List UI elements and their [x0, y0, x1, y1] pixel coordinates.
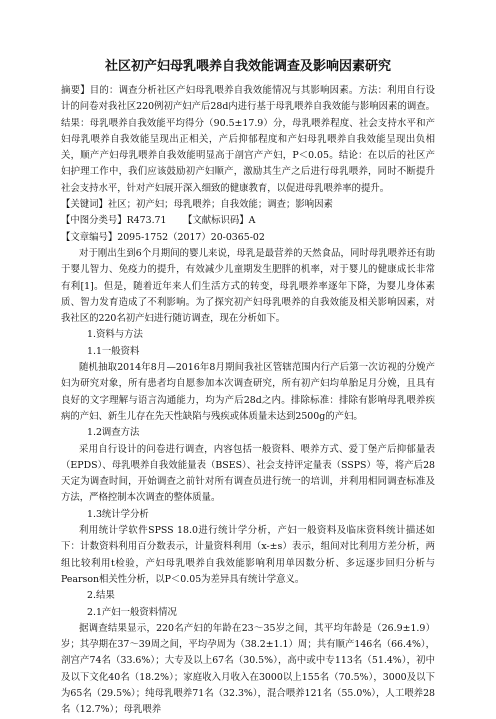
- paper-title: 社区初产妇母乳喂养自我效能调查及影响因素研究: [104, 59, 391, 74]
- subsection-heading-1-2: 1.2调查方法: [87, 427, 140, 439]
- intro-paragraph: 对于刚出生到6个月期间的婴儿来说，母乳是最营养的天然食品，同时母乳喂养还有助于婴儿智力、免疫力的提升，有效减少儿童期发生肥胖的机率，对于婴儿的健康成长非常有利[1]。但是，随着近年来人们生活方式的转变，母乳喂养率逐年下降，为婴儿身体素质、智力发育造成了不利影响。为了探究初产妇母乳喂养的自我效能及相关影响因素，对我社区的220名初产妇进行随访调查，现在分析如下。: [61, 247, 435, 325]
- subsection-heading-2-1: 2.1产妇一般资料情况: [87, 606, 177, 618]
- subsection-heading-1-1: 1.1一般资料: [87, 345, 140, 357]
- abstract: 摘要】目的：调查分析社区产妇母乳喂养自我效能情况与其影响因素。方法：利用自行设计的问卷对我社区220例初产妇产后28d内进行基于母乳喂养自我效能与影响因素的调查。结果：母乳喂养自我效能平均得分（90.5±17.9）分，母乳喂养程度、社会支持水平和产妇母乳喂养自我效能呈现出正相关，产后抑郁程度和产妇母乳喂养自我效能呈现出负相关，顺产产妇母乳喂养自我效能明显高于剖宫产产妇，P＜0.05。结论：在以后的社区产妇护理工作中，我们应该鼓励初产妇顺产，激励其生产之后进行母乳喂养，同时不断提升社会支持水平，针对产妇展开深入细致的健康教育，以促进母乳喂养率的提升。: [61, 85, 435, 194]
- section-heading-2: 2.结果: [87, 590, 115, 602]
- clc-number: 【中图分类号】R473.71: [61, 215, 167, 227]
- paper-body: [61, 83, 435, 719]
- paragraph-1-2: 采用自行设计的问卷进行调查，内容包括一般资料、喂养方式、爱丁堡产后抑郁量表（EPDS）、母乳喂养自我效能量表（BSES）、社会支持评定量表（SSPS）等，将产后28天定为调查时间，开始调查之前针对所有调查员进行统一的培训，并利用相同调查标准及方法，严格控制本次调查的整体质量。: [61, 443, 435, 504]
- paragraph-1-1: 随机抽取2014年8月—2016年8月期间我社区管辖范围内行产后第一次访视的分娩产妇为研究对象，所有患者均自愿参加本次调查研究，所有初产妇均单胎足月分娩，且具有良好的文字理解与语言沟通能力，均为产后28d之内。排除标准：排除有影响母乳喂养疾病的产妇、新生儿存在先天性缺陷与残疾或体质量未达到2500g的产妇。: [61, 362, 435, 422]
- subsection-heading-1-3: 1.3统计学分析: [87, 508, 149, 520]
- paragraph-2-1: 据调查结果显示，220名产妇的年龄在23～35岁之间，其平均年龄是（26.9±1.9）岁；其孕期在37～39周之间，平均孕周为（38.2±1.1）周；共有顺产146名（66.4%），剖宫产74名（33.6%）；大专及以上67名（30.5%），高中或中专113名（51.4%），初中及以下文化40名（18.2%）；家庭收入月收入在3000以上155名（70.5%），3000及以下为65名（29.5%）；纯母乳喂养71名（32.3%），混合喂养121名（55.0%），人工喂养28名（12.7%）；母乳喂养: [61, 622, 435, 716]
- keywords: 【关键词】社区；初产妇；母乳喂养；自我效能；调查；影响因素: [61, 199, 333, 211]
- paragraph-1-3: 利用统计学软件SPSS 18.0进行统计学分析，产妇一般资料及临床资料统计描述如下：计数资料利用百分数表示，计量资料利用（x-±s）表示，组间对比利用方差分析，两组比较利用t检验，产妇母乳喂养自我效能影响利用单因数分析、多远逐步回归分析与Pearson相关性分析，以P＜0.05为差异具有统计学意义。: [61, 525, 435, 585]
- classification-line: [61, 213, 435, 246]
- section-heading-1: 1.资料与方法: [87, 329, 143, 341]
- article-number: 【文章编号】2095-1752（2017）20-0365-02: [61, 231, 265, 243]
- document-code: 【文献标识码】A: [183, 215, 256, 227]
